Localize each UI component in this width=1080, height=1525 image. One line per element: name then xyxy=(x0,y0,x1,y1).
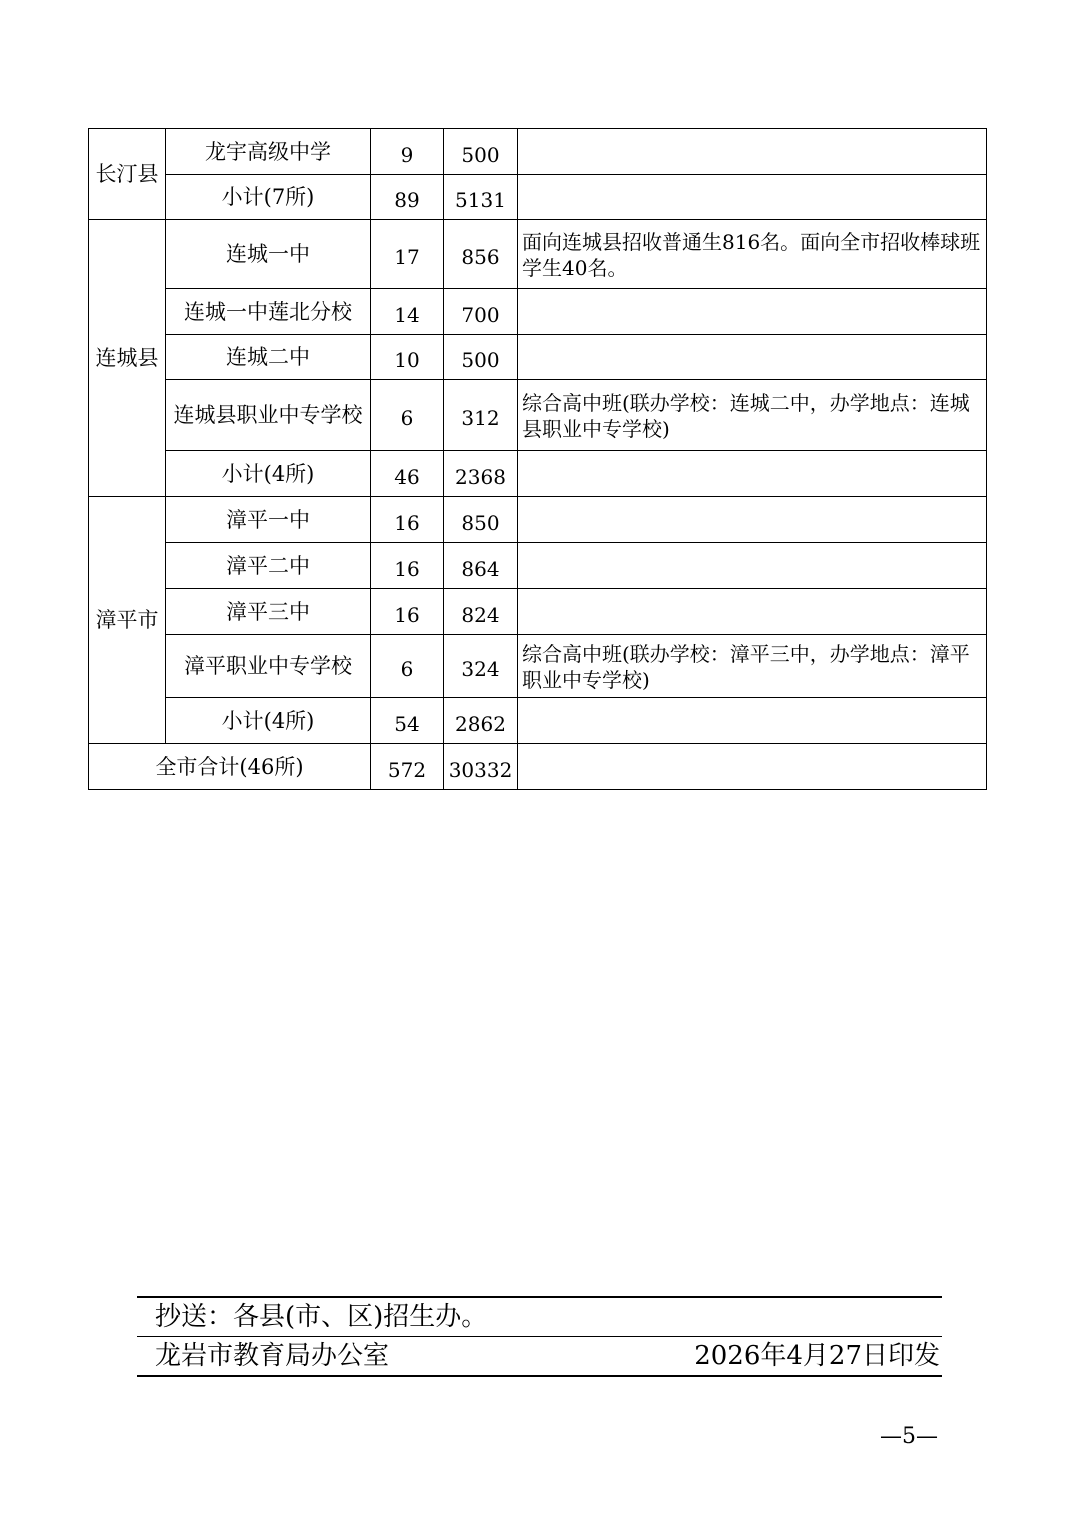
school-cell: 龙宇高级中学 xyxy=(166,129,371,175)
subtotal-cell: 小计(4所) xyxy=(166,698,371,744)
table-row xyxy=(89,497,987,543)
school-cell: 连城一中莲北分校 xyxy=(166,289,371,335)
note-cell: 面向连城县招收普通生816名。面向全市招收棒球班学生40名。 xyxy=(518,220,987,289)
table-row xyxy=(89,698,987,744)
note-cell xyxy=(518,451,987,497)
page-number: —5— xyxy=(880,1424,938,1449)
classes-cell: 46 xyxy=(371,451,444,497)
classes-cell: 17 xyxy=(371,220,444,289)
table-row xyxy=(89,220,987,289)
subtotal-cell: 小计(4所) xyxy=(166,451,371,497)
subtotal-cell: 小计(7所) xyxy=(166,175,371,220)
note-cell: 综合高中班(联办学校：漳平三中，办学地点：漳平职业中专学校) xyxy=(518,635,987,698)
students-cell: 500 xyxy=(444,129,518,175)
note-cell xyxy=(518,335,987,380)
table-row xyxy=(89,451,987,497)
table-row xyxy=(89,289,987,335)
issue-date: 2026年4月27日印发 xyxy=(694,1341,940,1371)
students-cell: 5131 xyxy=(444,175,518,220)
classes-cell: 14 xyxy=(371,289,444,335)
students-cell: 850 xyxy=(444,497,518,543)
students-cell: 2862 xyxy=(444,698,518,744)
school-cell: 连城二中 xyxy=(166,335,371,380)
classes-cell: 572 xyxy=(371,744,444,790)
school-cell: 漳平二中 xyxy=(166,543,371,589)
students-cell: 864 xyxy=(444,543,518,589)
note-cell xyxy=(518,175,987,220)
students-cell: 312 xyxy=(444,380,518,451)
table-row xyxy=(89,129,987,175)
table-row xyxy=(89,635,987,698)
note-cell xyxy=(518,744,987,790)
table-row xyxy=(89,335,987,380)
table-row xyxy=(89,380,987,451)
school-cell: 连城县职业中专学校 xyxy=(166,380,371,451)
students-cell: 30332 xyxy=(444,744,518,790)
enrollment-plan-table xyxy=(88,128,987,790)
classes-cell: 6 xyxy=(371,380,444,451)
classes-cell: 6 xyxy=(371,635,444,698)
note-cell xyxy=(518,497,987,543)
table-row xyxy=(89,543,987,589)
note-cell xyxy=(518,589,987,635)
note-cell xyxy=(518,129,987,175)
classes-cell: 16 xyxy=(371,543,444,589)
issuer-line xyxy=(137,1337,942,1375)
distribution-footer xyxy=(137,1296,942,1377)
cc-line: 抄送：各县(市、区)招生办。 xyxy=(155,1302,488,1332)
note-cell xyxy=(518,698,987,744)
students-cell: 824 xyxy=(444,589,518,635)
students-cell: 2368 xyxy=(444,451,518,497)
students-cell: 500 xyxy=(444,335,518,380)
note-cell xyxy=(518,543,987,589)
classes-cell: 16 xyxy=(371,589,444,635)
footer-divider xyxy=(137,1375,942,1377)
table-row xyxy=(89,175,987,220)
county-cell: 漳平市 xyxy=(89,497,166,744)
table-row xyxy=(89,744,987,790)
note-cell xyxy=(518,289,987,335)
students-cell: 700 xyxy=(444,289,518,335)
classes-cell: 54 xyxy=(371,698,444,744)
grand-total-cell: 全市合计(46所) xyxy=(89,744,371,790)
school-cell: 漳平职业中专学校 xyxy=(166,635,371,698)
note-cell: 综合高中班(联办学校：连城二中，办学地点：连城县职业中专学校) xyxy=(518,380,987,451)
classes-cell: 16 xyxy=(371,497,444,543)
issuer-name: 龙岩市教育局办公室 xyxy=(155,1341,390,1371)
classes-cell: 89 xyxy=(371,175,444,220)
classes-cell: 10 xyxy=(371,335,444,380)
school-cell: 漳平三中 xyxy=(166,589,371,635)
table-row xyxy=(89,589,987,635)
classes-cell: 9 xyxy=(371,129,444,175)
county-cell: 长汀县 xyxy=(89,129,166,220)
school-cell: 连城一中 xyxy=(166,220,371,289)
students-cell: 324 xyxy=(444,635,518,698)
students-cell: 856 xyxy=(444,220,518,289)
county-cell: 连城县 xyxy=(89,220,166,497)
school-cell: 漳平一中 xyxy=(166,497,371,543)
